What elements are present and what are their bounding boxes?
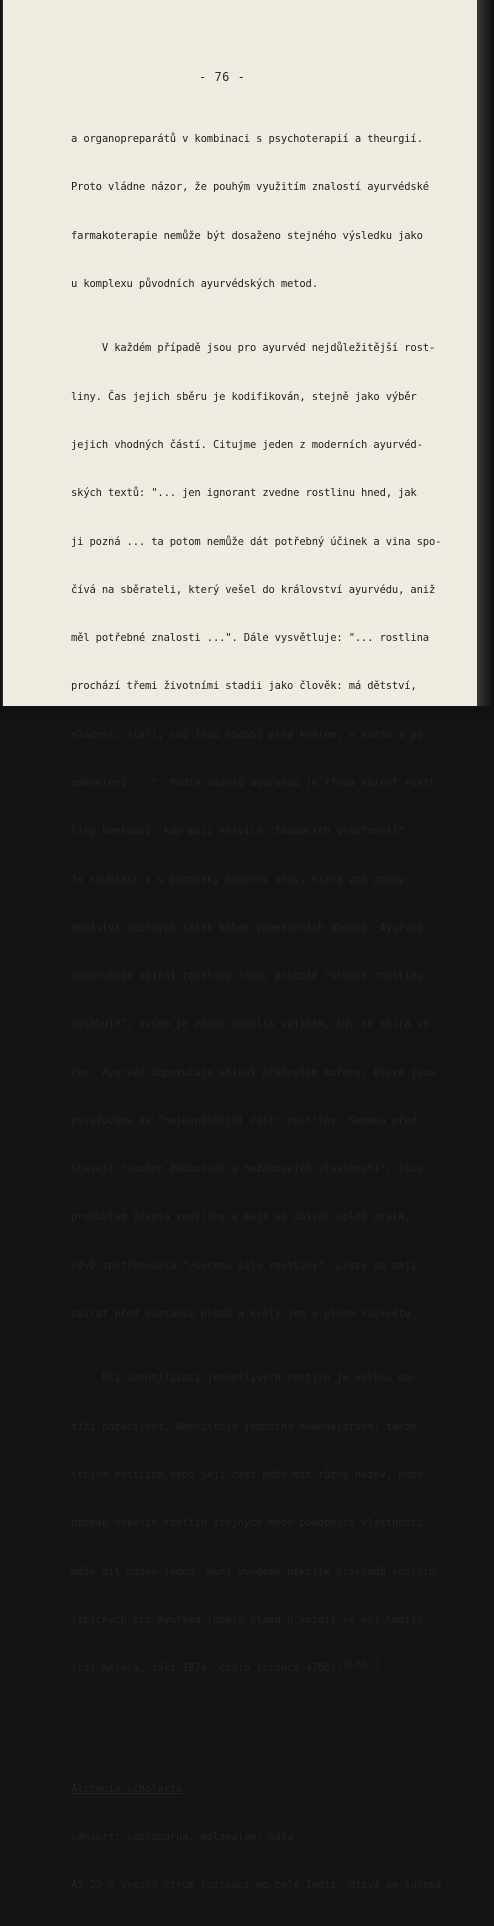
book-spine-edge (477, 0, 494, 706)
text-line: liny. Čas jejich sběru je kodifikován, stejně jako výběr (71, 390, 417, 403)
page-number: - 76 - (199, 70, 246, 84)
text-line: čer. Ayurvéd doporučuje sbírat především kořeny, které jsou (71, 1066, 436, 1079)
page-body (71, 99, 463, 1926)
reference-numbers: 36,64,71 (342, 1660, 380, 1670)
text-line: množství účinných látek během vegetačních období. Ayurvéd (71, 921, 423, 934)
text-line: Při identifikaci jednotlivých rostlin je velkou ob- (71, 1372, 417, 1385)
text-line: prochází třemi životními stadii jako člověk: má dětství, (71, 680, 417, 693)
text-line: ji pozná ... ta potom nemůže dát potřebný účinek a vina spo- (71, 535, 442, 548)
text-line: stejná rostlina nebo její část může mít různý název, nebo (71, 1468, 423, 1481)
citation-text: stát Kérala, září 1974, číslo licence 4766): (71, 1662, 343, 1675)
text-line: To souhlasí i s poznatky moderní vědy, která zná změny (71, 873, 405, 886)
text-line: produktem života rostliny a mají se sbírat úplně zralá, (71, 1211, 411, 1224)
text-line: naopak několik rostlin stejných nebo podobných vlastností (71, 1517, 423, 1530)
text-line: tíží názvosloví. Neexistuje jednotná nomenklatura, takže (71, 1420, 417, 1433)
text-line: může mít název jeden. Nyní uvedeme několik příkladů rostlin (71, 1565, 436, 1578)
text-line: ských textů: "... jen ignorant zvedne rostlinu hned, jak (71, 487, 417, 500)
text-line: čívá na sběrateli, který vešel do království ayurvédu, aniž (71, 583, 436, 596)
text-line: typických pro Ayurvéd (podle stavu u vaidjí ve vsi Kumili, (71, 1613, 429, 1626)
text-line: a organopreparátů v kombinaci s psychoterapií a theurgií. (71, 133, 423, 146)
section-heading: Alstonia scholaris (71, 1782, 183, 1795)
text-line: měl potřebné znalosti ...". Dále vysvětluje: "... rostlina (71, 632, 429, 645)
text-line: sánskrt: saptaparna, malayalam: pala (71, 1831, 294, 1844)
text-line: sbírat před dozráním plodů a květy jen v plném rozkvětu. (71, 1308, 417, 1321)
text-line: u komplexu původních ayurvédských metod. (71, 278, 318, 291)
background-strip (0, 706, 494, 720)
text-line: když spotřebovala "všechnu sílu rostliny". Listy se mají (71, 1259, 417, 1272)
text-line: stavují "souhrn žádoucích i nežádoucích vlastností", jsou (71, 1163, 423, 1176)
text-line: oslabuje", ovšem je známo několik výjimek, kdy se sbírá ve- (71, 1018, 436, 1031)
document-page (3, 0, 477, 1892)
text-line: liny kvetoucí, kdy mají nejvíce "žádoucích vlastností". (71, 825, 411, 838)
text-line: farmakoterapie nemůže být dosaženo stejného výsledku jako (71, 229, 423, 242)
text-line: považovány za "nejúspěšnější část" rostliny. Semena před- (71, 1114, 423, 1127)
text-line: doporučuje sbírat rostliny ráno, protože "slunce rostlinu (71, 970, 423, 983)
text-line: odkvetení ...". Podle názorů ayurvédu je třeba sbírat rostl- (71, 776, 442, 789)
text-line: jejich vhodných částí. Citujme jeden z moderních ayurvéd- (71, 438, 423, 451)
text-line: Proto vládne názor, že pouhým využitím znalostí ayurvédské (71, 181, 429, 194)
text-line: mladost, stáří, což jsou období před květem, v květu a po (71, 728, 423, 741)
text-line: V každém případě jsou pro ayurvéd nejdůležitější rost- (71, 342, 436, 355)
section-gap (71, 1724, 463, 1732)
citation-line (71, 1660, 463, 1676)
text-line: Až 25 m vysoký strom rostoucí po celé Indii. Užívá se sušená (71, 1879, 442, 1892)
